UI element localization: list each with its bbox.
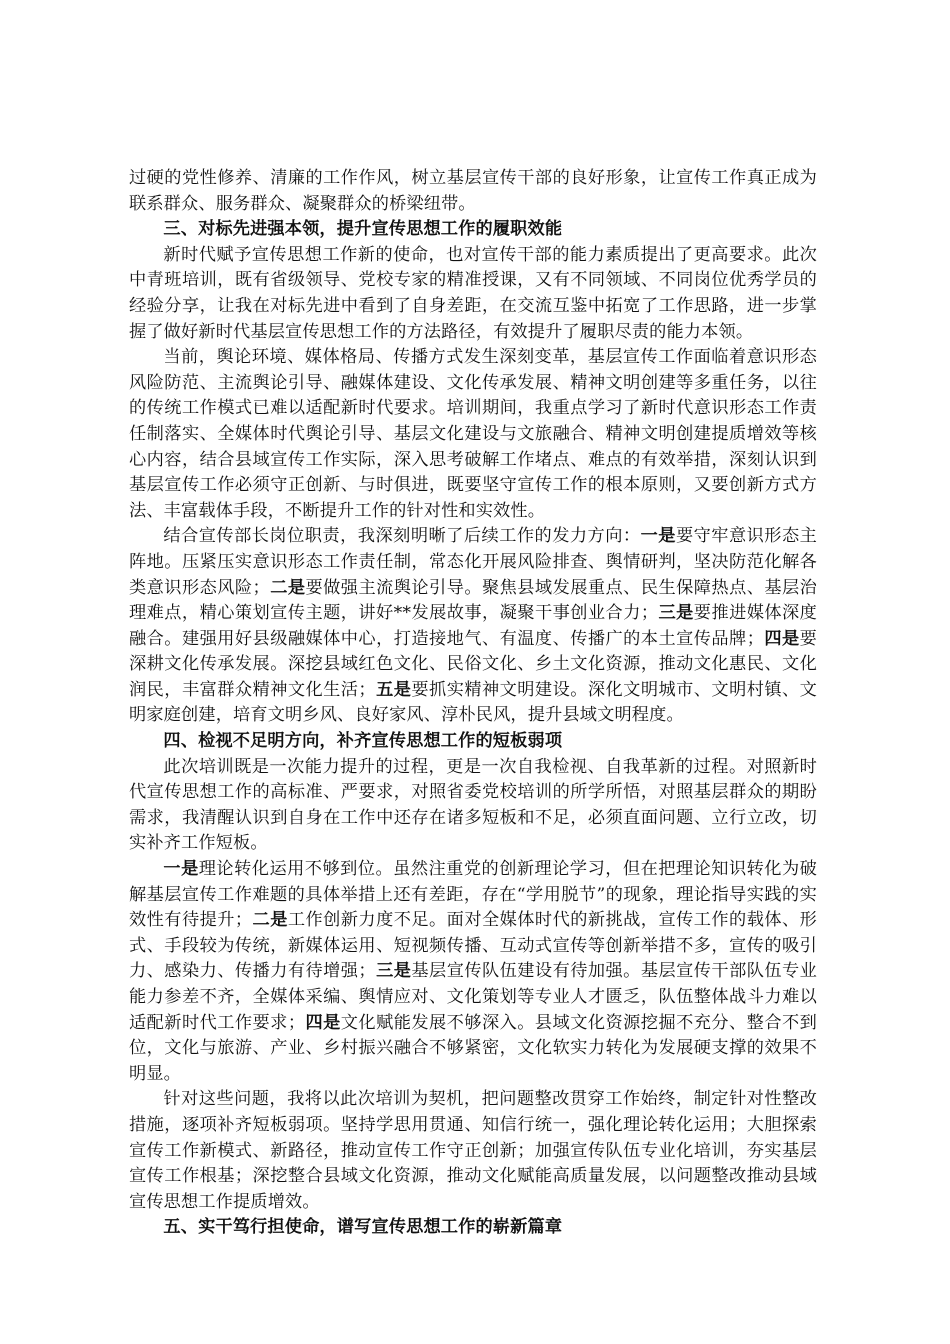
ordinal-marker: 一是 [640,526,676,547]
ordinal-marker: 三是 [375,961,412,982]
ordinal-marker: 三是 [658,603,694,624]
text-run: 文化赋能发展不够深入。县域文化资源挖掘不充分、整合不到位，文化与旅游、产业、乡村振兴融合不够紧密，文化软实力转化为发展硬支撑的效果不明显。 [129,1012,817,1084]
text-run: 此次培训既是一次能力提升的过程，更是一次自我检视、自我革新的过程。对照新时代宣传思想工作的高标准、严要求，对照省委党校培训的所学所悟，对照基层群众的期盼需求，我清醒认识到自身在工作中还存在诸多短板和不足，必须直面问题、立行立改，切实补齐工作短板。 [129,756,817,854]
ordinal-marker: 四是 [764,628,800,649]
text-run: 四、检视不足明方向，补齐宣传思想工作的短板弱项 [163,731,563,752]
body-paragraph [129,524,817,729]
text-run: 过硬的党性修养、清廉的工作作风，树立基层宣传干部的良好形象，让宣传工作真正成为联系群众、服务群众、凝聚群众的桥梁纽带。 [129,168,817,214]
text-run: 新时代赋予宣传思想工作新的使命，也对宣传干部的能力素质提出了更高要求。此次中青班培训，既有省级领导、党校专家的精准授课，又有不同领域、不同岗位优秀学员的经验分享，让我在对标先进中看到了自身差距，在交流互鉴中拓宽了工作思路，进一步掌握了做好新时代基层宣传思想工作的方法路径，有效提升了履职尽责的能力本领。 [129,244,817,342]
ordinal-marker: 一是 [163,859,199,880]
body-paragraph [129,755,817,857]
body-paragraph [129,1087,817,1215]
document-body [129,166,817,1241]
text-run: 要深耕文化传承发展。深挖县域红色文化、民俗文化、乡土文化资源，推动文化惠民、文化润民，丰富群众精神文化生活； [129,628,817,700]
ordinal-marker: 二是 [269,577,306,598]
text-run: 要做强主流舆论引导。聚焦县域发展重点、民生保障热点、基层治理难点，精心策划宣传主题，讲好**发展故事，凝聚干事创业合力； [129,577,817,624]
text-run: 基层宣传队伍建设有待加强。基层宣传干部队伍专业能力参差不齐，全媒体采编、舆情应对、文化策划等专业人才匮乏，队伍整体战斗力难以适配新时代工作要求； [129,961,817,1033]
text-run: 针对这些问题，我将以此次培训为契机，把问题整改贯穿工作始终，制定针对性整改措施，逐项补齐短板弱项。坚持学思用贯通、知信行统一，强化理论转化运用；大胆探索宣传工作新模式、新路径，推动宣传工作守正创新；加强宣传队伍专业化培训，夯实基层宣传工作根基；深挖整合县域文化资源，推动文化赋能高质量发展，以问题整改推动县域宣传思想工作提质增效。 [129,1089,817,1212]
text-run: 要抓实精神文明建设。深化文明城市、文明村镇、文明家庭创建，培育文明乡风、良好家风、淳朴民风，提升县域文明程度。 [129,679,817,726]
text-run: 理论转化运用不够到位。虽然注重党的创新理论学习，但在把理论知识转化为破解基层宣传工作难题的具体举措上还有差距，存在“学用脱节”的现象，理论指导实践的实效性有待提升； [129,859,817,931]
text-run: 工作创新力度不足。面对全媒体时代的新挑战，宣传工作的载体、形式、手段较为传统，新媒体运用、短视频传播、互动式宣传等创新举措不多，宣传的吸引力、感染力、传播力有待增强； [129,910,817,982]
body-paragraph [129,243,817,345]
section-heading [129,729,817,755]
text-run: 五、实干笃行担使命，谱写宣传思想工作的崭新篇章 [163,1217,563,1238]
text-run: 三、对标先进强本领，提升宣传思想工作的履职效能 [163,219,563,240]
ordinal-marker: 二是 [252,910,288,931]
section-heading [129,1215,817,1241]
ordinal-marker: 四是 [305,1012,341,1033]
body-paragraph [129,166,817,217]
ordinal-marker: 五是 [375,679,412,700]
text-run: 结合宣传部长岗位职责，我深刻明晰了后续工作的发力方向： [163,526,641,547]
text-run: 要守牢意识形态主阵地。压紧压实意识形态工作责任制，常态化开展风险排查、舆情研判，坚决防范化解各类意识形态风险； [129,526,817,598]
body-paragraph [129,857,817,1087]
section-heading [129,217,817,243]
text-run: 要推进媒体深度融合。建强用好县级融媒体中心，打造接地气、有温度、传播广的本土宣传品牌； [129,603,818,649]
text-run: 当前，舆论环境、媒体格局、传播方式发生深刻变革，基层宣传工作面临着意识形态风险防范、主流舆论引导、融媒体建设、文化传承发展、精神文明创建等多重任务，以往的传统工作模式已难以适配新时代要求。培训期间，我重点学习了新时代意识形态工作责任制落实、全媒体时代舆论引导、基层文化建设与文旅融合、精神文明创建提质增效等核心内容，结合县域宣传工作实际，深入思考破解工作堵点、难点的有效举措，深刻认识到基层宣传工作必须守正创新、与时俱进，既要坚守宣传工作的根本原则，又要创新方式方法、丰富载体手段，不断提升工作的针对性和实效性。 [129,347,817,521]
body-paragraph [129,345,817,524]
